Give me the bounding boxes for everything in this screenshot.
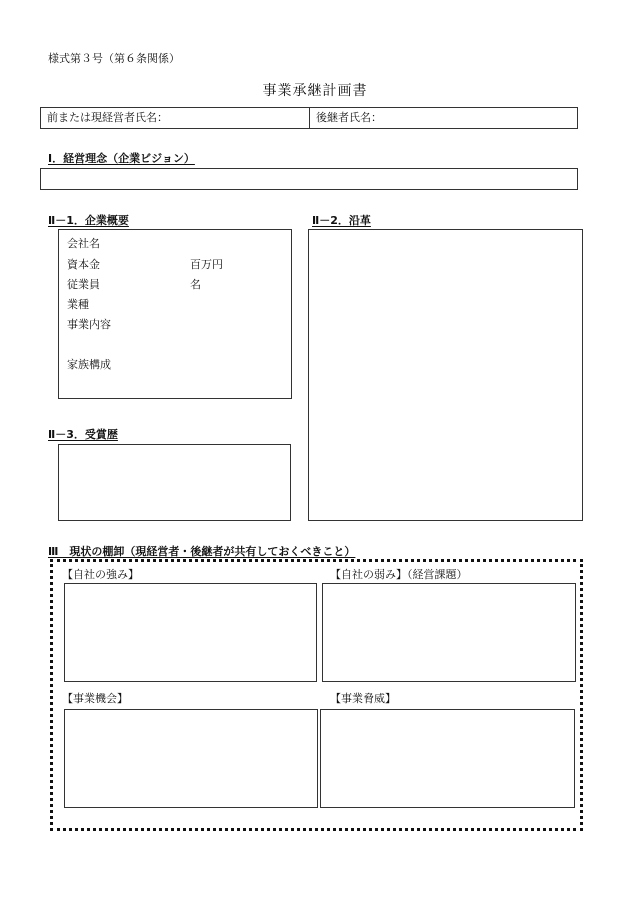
strengths-box[interactable]	[64, 583, 317, 682]
industry-label: 業種	[67, 298, 89, 311]
family-label: 家族構成	[67, 358, 111, 371]
strengths-label: 【自社の強み】	[62, 568, 139, 581]
name-row	[40, 107, 578, 129]
section3-heading: Ⅲ 現状の棚卸（現経営者・後継者が共有しておくべきこと）	[48, 545, 356, 558]
section2-3-heading: Ⅱ－3．受賞歴	[48, 428, 118, 441]
weaknesses-box[interactable]	[322, 583, 576, 682]
weaknesses-label: 【自社の弱み】（経営課題）	[330, 568, 468, 581]
company-overview-box[interactable]	[58, 229, 292, 399]
document-title: 事業承継計画書	[262, 83, 368, 99]
awards-box[interactable]	[58, 444, 291, 521]
section2-1-heading: Ⅱ－1．企業概要	[48, 214, 129, 227]
threats-box[interactable]	[320, 709, 575, 808]
section2-2-heading: Ⅱ－2．沿革	[312, 214, 371, 227]
section1-heading: Ⅰ．経営理念（企業ビジョン）	[48, 152, 195, 165]
employees-label: 従業員	[67, 278, 100, 291]
form-number: 様式第３号（第６条関係）	[48, 52, 180, 65]
successor-field[interactable]: 後継者氏名：	[316, 111, 382, 124]
capital-label: 資本金	[67, 258, 100, 271]
capital-unit: 百万円	[190, 258, 223, 271]
business-label: 事業内容	[67, 318, 111, 331]
threats-label: 【事業脅威】	[330, 692, 396, 705]
history-box[interactable]	[308, 229, 583, 521]
company-name-label: 会社名	[67, 237, 100, 250]
current-manager-field[interactable]: 前または現経営者氏名：	[41, 108, 310, 128]
vision-field[interactable]	[40, 168, 578, 190]
opportunities-label: 【事業機会】	[62, 692, 128, 705]
opportunities-box[interactable]	[64, 709, 318, 808]
employees-unit: 名	[190, 278, 201, 291]
